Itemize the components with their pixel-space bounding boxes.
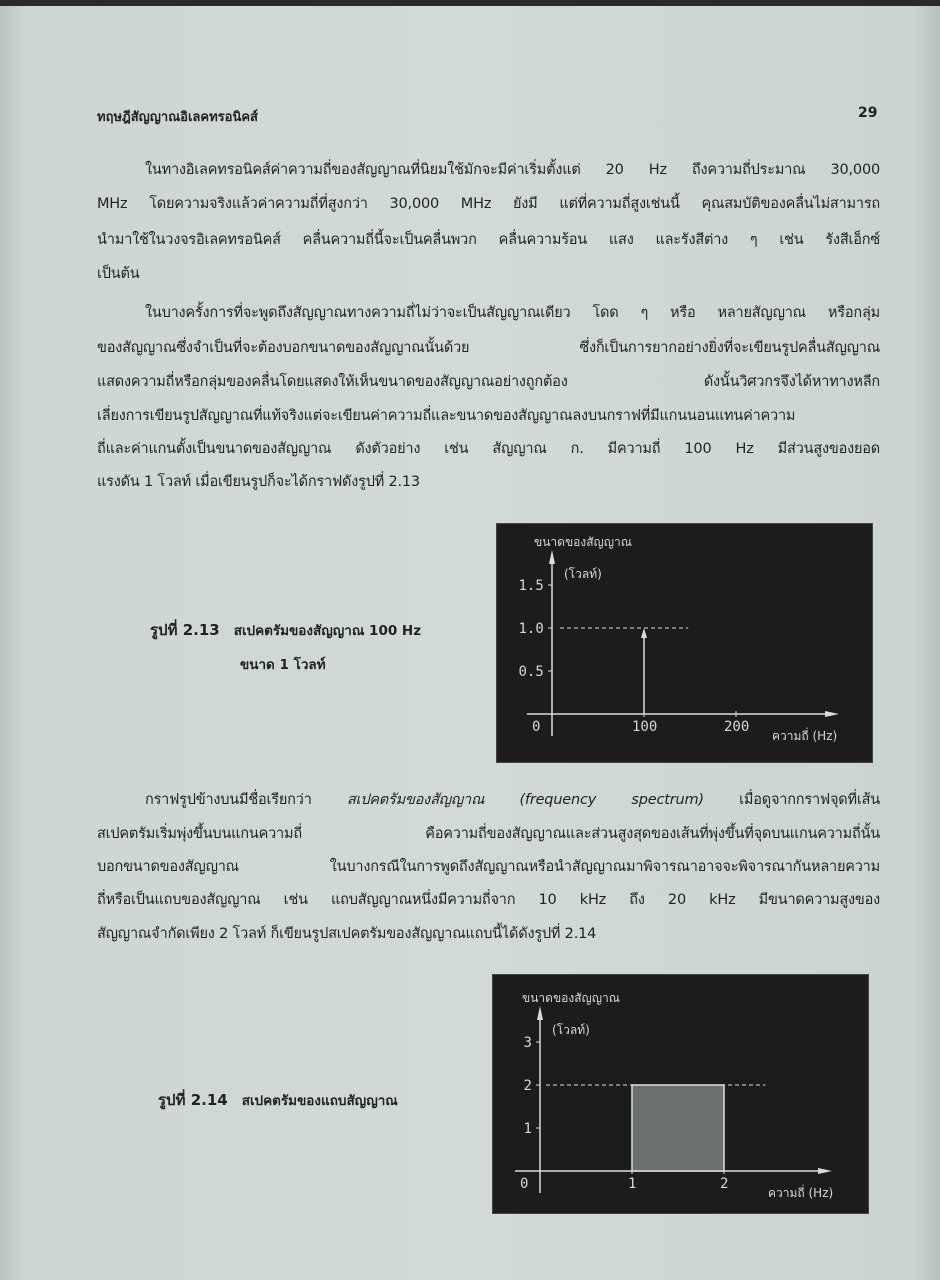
paragraph-3-line: สเปคตรัมเริ่มพุ่งขึ้นบนแกนความถี่ คือความถี่ของสัญญาณและส่วนสูงสุดของเส้นที่พุ่งขึ้นที่จุดบนแกนความถี่นั้น xyxy=(97,826,880,842)
y-axis-unit: (โวลท์) xyxy=(564,567,602,581)
figure-2-14-chart xyxy=(493,975,868,1213)
paragraph-2-line: ของสัญญาณซึ่งจำเป็นที่จะต้องบอกขนาดของสัญญาณนั้นด้วย ซึ่งก็เป็นการยากอย่างยิ่งที่จะเขียนรูปคลื่นสัญญาณ xyxy=(97,340,880,356)
x-tick-label: 0 xyxy=(520,1176,529,1192)
figure-2-14-caption xyxy=(158,1088,398,1112)
y-tick-label: 0.5 xyxy=(518,664,544,680)
x-tick-label: 0 xyxy=(532,719,541,735)
x-axis-arrow xyxy=(825,711,839,717)
spectral-line-arrow xyxy=(641,628,647,638)
x-tick-label: 200 xyxy=(724,719,750,735)
spectrum-chart-100hz xyxy=(497,524,872,762)
y-tick-label: 1 xyxy=(523,1121,532,1137)
y-tick-label: 3 xyxy=(523,1035,532,1051)
paragraph-1-line: ในทางอิเลคทรอนิคส์ค่าความถี่ของสัญญาณที่นิยมใช้มักจะมีค่าเริ่มตั้งแต่ 20 Hz ถึงความถี่ประมาณ 30,000 xyxy=(145,162,880,178)
paragraph-1-line: เป็นต้น xyxy=(97,266,140,282)
figure-2-13-chart xyxy=(497,524,872,762)
x-axis-arrow xyxy=(818,1168,832,1174)
band-rectangle xyxy=(632,1085,724,1171)
paragraph-2-line: ถี่และค่าแกนตั้งเป็นขนาดของสัญญาณ ดังตัวอย่าง เช่น สัญญาณ ก. มีความถี่ 100 Hz มีส่วนสูงของยอด xyxy=(97,441,880,457)
figure-number: รูปที่ 2.14 xyxy=(158,1091,228,1109)
spectrum-chart-band xyxy=(493,975,868,1213)
y-axis-arrow xyxy=(537,1006,543,1020)
paragraph-3-line xyxy=(145,790,880,810)
paragraph-2-line: แสดงความถี่หรือกลุ่มของคลื่นโดยแสดงให้เห็นขนาดของสัญญาณอย่างถูกต้อง ดังนั้นวิศวกรจึงได้หาทางหลีก xyxy=(97,374,880,390)
y-axis-arrow xyxy=(549,550,555,564)
text: เมื่อดูจากกราฟจุดที่เส้น xyxy=(739,792,880,808)
x-tick-label: 100 xyxy=(632,719,658,735)
x-axis-label: ความถี่ (Hz) xyxy=(768,1186,834,1200)
y-axis-label: ขนาดของสัญญาณ xyxy=(522,991,620,1005)
y-axis-label: ขนาดของสัญญาณ xyxy=(534,535,632,549)
y-axis-unit: (โวลท์) xyxy=(552,1023,590,1037)
x-tick-label: 2 xyxy=(720,1176,729,1192)
scan-edge xyxy=(0,0,940,6)
x-axis-label: ความถี่ (Hz) xyxy=(772,729,838,743)
paragraph-2-line: เลี่ยงการเขียนรูปสัญญาณที่แท้จริงแต่จะเขียนค่าความถี่และขนาดของสัญญาณลงบนกราฟที่มีแกนนอนแทนค่าความ xyxy=(97,408,796,424)
paragraph-3-line: บอกขนาดของสัญญาณ ในบางกรณีในการพูดถึงสัญญาณหรือนำสัญญาณมาพิจารณาอาจจะพิจารณากันหลายความ xyxy=(97,859,880,875)
figure-caption-text: สเปคตรัมของแถบสัญญาณ xyxy=(241,1093,398,1109)
running-header: ทฤษฎีสัญญาณอิเลคทรอนิคส์ xyxy=(97,110,258,125)
paragraph-3-line: สัญญาณจำกัดเพียง 2 โวลท์ ก็เขียนรูปสเปคตรัมของสัญญาณแถบนี้ได้ดังรูปที่ 2.14 xyxy=(97,926,597,942)
y-tick-label: 2 xyxy=(523,1078,532,1094)
paragraph-2-line: ในบางครั้งการที่จะพูดถึงสัญญาณทางความถี่ไม่ว่าจะเป็นสัญญาณเดียว โดด ๆ หรือ หลายสัญญาณ หรือกลุ่ม xyxy=(145,305,880,321)
figure-number: รูปที่ 2.13 xyxy=(150,621,220,639)
y-tick-label: 1.5 xyxy=(518,578,544,594)
paragraph-2-line: แรงดัน 1 โวลท์ เมื่อเขียนรูปก็จะได้กราฟดังรูปที่ 2.13 xyxy=(97,474,420,490)
term-frequency-spectrum: สเปคตรัมของสัญญาณ (frequency spectrum) xyxy=(346,792,704,808)
paragraph-1-line: MHz โดยความจริงแล้วค่าความถี่ที่สูงกว่า 30,000 MHz ยังมี แต่ที่ความถี่สูงเช่นนี้ คุณสมบัติของคลื่นไม่สามารถ xyxy=(97,196,880,212)
page-number: 29 xyxy=(858,105,878,121)
paragraph-1-line: นำมาใช้ในวงจรอิเลคทรอนิคส์ คลื่นความถี่นี้จะเป็นคลื่นพวก คลื่นความร้อน แสง และรังสีต่าง ๆ เช่น รังสีเอ็กซ์ xyxy=(97,232,880,248)
x-tick-label: 1 xyxy=(628,1176,637,1192)
paragraph-3-line: ถี่หรือเป็นแถบของสัญญาณ เช่น แถบสัญญาณหนึ่งมีความถี่จาก 10 kHz ถึง 20 kHz มีขนาดความสูงของ xyxy=(97,892,880,908)
figure-2-13-caption-line2: ขนาด 1 โวลท์ xyxy=(240,657,326,673)
figure-caption-text: สเปคตรัมของสัญญาณ 100 Hz xyxy=(233,623,422,639)
text: กราฟรูปข้างบนมีชื่อเรียกว่า xyxy=(145,792,312,808)
figure-2-13-caption xyxy=(150,618,421,642)
y-tick-label: 1.0 xyxy=(518,621,544,637)
